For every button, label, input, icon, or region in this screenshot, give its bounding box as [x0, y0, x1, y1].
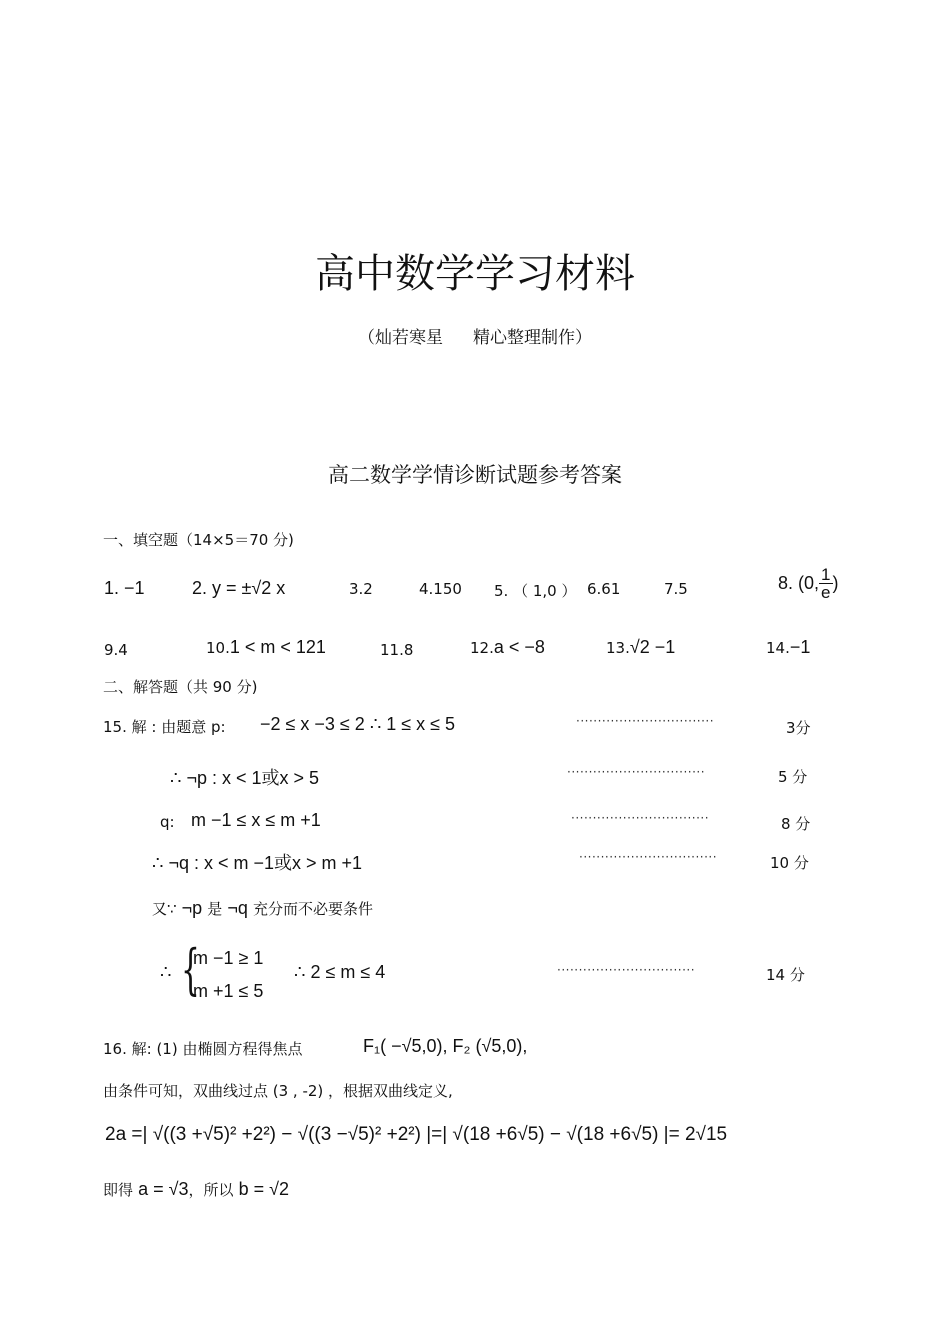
q15-system-result: ∴ 2 ≤ m ≤ 4	[294, 962, 386, 982]
answer-2: 2. y = ±√2 x	[192, 578, 286, 598]
answer-10-value: 1 < m < 121	[229, 637, 326, 657]
q15-line5-mid: 是	[207, 900, 223, 918]
q15-line6-score: 14 分	[766, 966, 805, 984]
q16-line4-a: a = √3	[138, 1179, 189, 1199]
answer-8-fraction	[819, 566, 832, 601]
answer-8-suffix: )	[832, 573, 839, 593]
q16-line4-mid: ，所以	[188, 1181, 234, 1199]
section-solutions-label: 二、解答题（共 90 分)	[103, 678, 258, 696]
q15-line5-post: 充分而不必要条件	[253, 900, 374, 918]
fraction-denominator: e	[821, 583, 831, 602]
q15-system-line1: m −1 ≥ 1	[193, 948, 264, 968]
answer-12-number: 12.	[470, 639, 494, 657]
q15-line2-math: ∴ ¬p : x < 1或x > 5	[170, 768, 320, 788]
q15-line5-pre: 又∵	[152, 900, 177, 918]
q16-line4-pre: 即得	[103, 1181, 134, 1199]
q15-line1-math: −2 ≤ x −3 ≤ 2 ∴ 1 ≤ x ≤ 5	[260, 714, 456, 734]
answer-10	[206, 637, 326, 658]
subtitle-author: （灿若寒星	[358, 328, 443, 348]
q15-line3-math: m −1 ≤ x ≤ m +1	[191, 810, 321, 830]
answer-8-prefix: 8. (0,	[778, 573, 820, 593]
q15-line3-label: q:	[160, 813, 175, 831]
q16-line4-b: b = √2	[238, 1179, 290, 1199]
q15-line5-not-p: ¬p	[181, 898, 203, 918]
answer-9: 9.4	[104, 641, 128, 659]
section-fill-in-label: 一、填空题（14×5＝70 分)	[103, 531, 294, 549]
q15-line4-dots: ································	[579, 850, 718, 864]
q16-line4	[103, 1179, 289, 1200]
answer-14	[766, 637, 810, 658]
system-brace: {	[181, 938, 200, 1001]
answer-13-number: 13.	[606, 639, 630, 657]
fraction-numerator: 1	[821, 565, 831, 584]
q15-line3-dots: ································	[571, 811, 710, 825]
q16-line2: 由条件可知，双曲线过点 (3 , -2) ，根据双曲线定义,	[103, 1082, 453, 1100]
q15-label: 15. 解 : 由题意 p:	[103, 718, 226, 736]
q15-line2-dots: ································	[567, 765, 706, 779]
q15-line5-not-q: ¬q	[227, 898, 248, 918]
answer-1: 1. −1	[104, 578, 145, 598]
answer-12	[470, 637, 545, 658]
answer-14-number: 14.	[766, 639, 790, 657]
q15-system-line2: m +1 ≤ 5	[193, 981, 264, 1001]
answer-5: 5. （ 1,0 ）	[494, 582, 577, 600]
answer-7: 7.5	[664, 580, 688, 598]
q15-line5	[152, 898, 373, 919]
answer-10-number: 10.	[206, 639, 230, 657]
page-subtitle	[0, 323, 950, 348]
answer-13-value: √2 −1	[629, 637, 676, 657]
subtitle-note: 精心整理制作）	[473, 328, 592, 348]
page-title: 高中数学学习材料	[315, 251, 635, 297]
q15-line1-dots: ································	[576, 714, 715, 728]
answer-3: 3.2	[349, 580, 373, 598]
q15-line6-dots: ································	[557, 963, 696, 977]
q15-line2-score: 5 分	[778, 768, 808, 786]
answer-6: 6.61	[587, 580, 621, 598]
q15-system-therefore: ∴	[160, 962, 172, 982]
answer-11: 11.8	[380, 641, 414, 659]
q16-label: 16. 解: (1) 由椭圆方程得焦点	[103, 1040, 303, 1058]
q15-line4-math: ∴ ¬q : x < m −1或x > m +1	[152, 853, 363, 873]
q16-line3-math: 2a =| √((3 +√5)² +2²) − √((3 −√5)² +2²) |=| √(18 +6√5) − √(18 +6√5) |= 2√15	[105, 1124, 728, 1145]
q15-line3-score: 8 分	[781, 815, 811, 833]
answer-13	[606, 637, 675, 658]
q15-line1-score: 3分	[786, 719, 811, 737]
answer-8	[778, 566, 839, 601]
q16-line1-math: F₁( −√5,0), F₂ (√5,0),	[363, 1036, 528, 1056]
answer-4: 4.150	[419, 580, 462, 598]
answer-12-value: a < −8	[493, 637, 545, 657]
answer-14-value: −1	[789, 637, 811, 657]
q15-line4-score: 10 分	[770, 854, 809, 872]
document-heading: 高二数学学情诊断试题参考答案	[328, 463, 622, 487]
